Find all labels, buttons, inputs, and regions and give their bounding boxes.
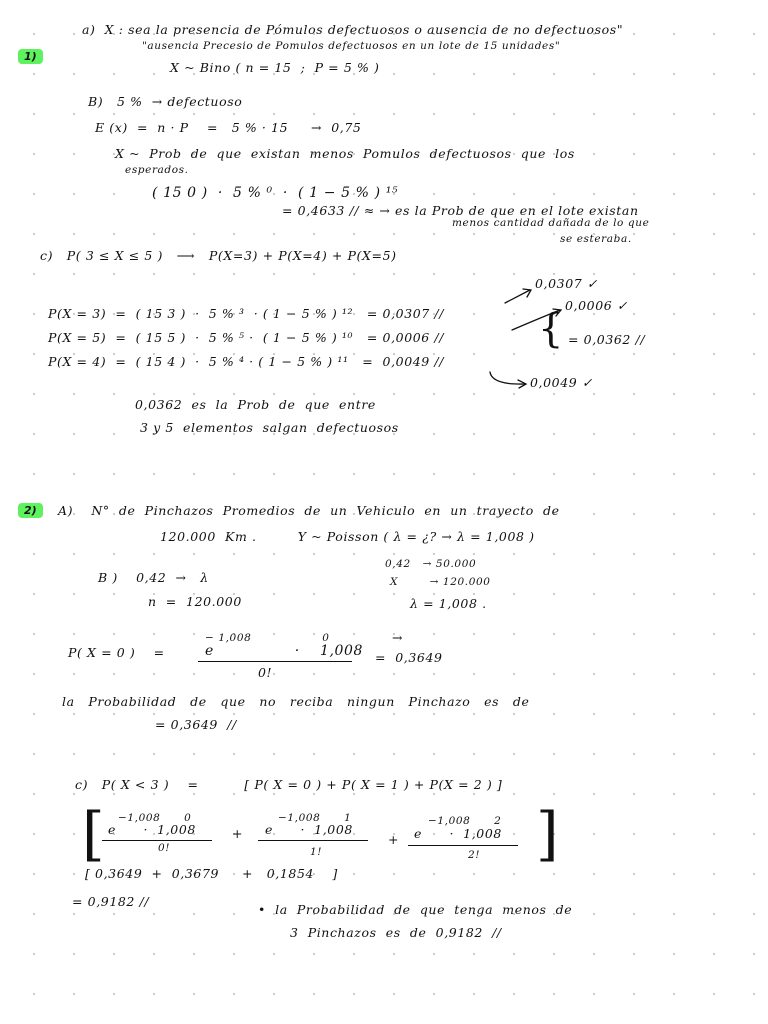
ex2-term1-top: −1,008 0 [118,812,192,824]
ex1-a-line3: X ~ Bino ( n = 15 ; P = 5 % ) [170,60,380,75]
ex2-p0-fraction-bar [198,661,352,662]
ex2-c-line: c) P( X < 3 ) = [ P( X = 0 ) + P( X = 1 ) + P(X = 2 ) ] [75,777,503,792]
ex2-b-line2: n = 120.000 [148,594,242,609]
ex1-b-binomial: ( 15 0 ) · 5 % ⁰ · ( 1 − 5 % ) ¹⁵ [152,185,399,201]
ex2-term3-denominator: 2! [468,849,481,861]
ex2-term2-top: −1,008 1 [278,812,352,824]
ex2-c-right-bracket: ] [536,800,559,868]
ex2-sum-line: [ 0,3649 + 0,3679 + 0,1854 ] [85,866,338,881]
exercise-2-badge: 2) [18,503,43,518]
ex2-p0-result: = 0,3649 [375,650,443,665]
ex2-total: = 0,9182 // [72,894,150,909]
ex2-side1: 0,42 → 50.000 [385,558,477,570]
ex1-a-line1: a) X : sea la presencia de Pómulos defectuosos o ausencia de no defectuosos" [82,22,624,37]
arrow-to-0-0049-icon [490,372,525,384]
ex1-b-line1: B) 5 % → defectuoso [88,94,243,109]
ex2-b-line1: B ) 0,42 → λ [98,570,209,585]
ex2-conclusion2: = 0,3649 // [155,717,237,732]
ex1-b-note2: se esteraba. [560,233,632,245]
ex2-p0-label: P( X = 0 ) = [68,645,165,660]
ex1-b-line3: X ~ Prob de que existan menos Pomulos defectuosos que los [115,146,575,161]
ex2-plus-2: + [388,832,400,847]
ex1-b-line4: esperados. [125,164,189,176]
ex1-c-side1: 0,0307 ✓ [535,276,598,291]
ex1-c-row2: P(X = 5) = ( 15 5 ) · 5 % ⁵ · ( 1 − 5 % ) ¹⁰ = 0,0006 // [48,330,445,345]
ex1-c-row3: P(X = 4) = ( 15 4 ) · 5 % ⁴ · ( 1 − 5 % ) ¹¹ = 0,0049 // [48,354,445,369]
ex2-term3-bar [408,845,518,846]
ex1-b-expectation: E (x) = n · P = 5 % · 15 → 0,75 [95,120,362,135]
ex2-p0-exponent: − 1,008 0 [205,632,330,644]
ex1-c-row1: P(X = 3) = ( 15 3 ) · 5 % ³ · ( 1 − 5 % ) ¹² = 0,0307 // [48,306,445,321]
ex2-p0-arrow: → [392,630,404,645]
ex1-c-conclusion1: 0,0362 es la Prob de que entre [135,397,376,412]
ex2-term1-numerator: e · 1,008 [108,822,196,837]
ex2-term1-bar [102,840,212,841]
ex2-plus-1: + [232,826,244,841]
ex1-c-side3: 0,0049 ✓ [530,375,593,390]
ex1-b-result: = 0,4633 // ≈ → es la Prob de que en el lote existan [282,203,639,218]
ex1-c-conclusion2: 3 y 5 elementos salgan defectuosos [140,420,399,435]
exercise-1-badge: 1) [18,49,43,64]
ex2-a-line1: A) N° de Pinchazos Promedios de un Vehiculo en un trayecto de [58,503,560,518]
ex2-final-line2: 3 Pinchazos es de 0,9182 // [290,925,502,940]
ex1-c-line1: c) P( 3 ≤ X ≤ 5 ) ⟶ P(X=3) + P(X=4) + P(X=5) [40,248,397,263]
ex2-term2-denominator: 1! [310,846,323,858]
ex1-b-note1: menos cantidad dañada de lo que [452,217,650,229]
ex2-side3: λ = 1,008 . [410,596,487,611]
arrow-to-0-0307-icon [505,290,530,303]
ex2-p0-numerator: e · 1,008 [205,643,364,659]
ex2-term3-top: −1,008 2 [428,815,502,827]
ex1-a-line2: "ausencia Precesio de Pomulos defectuosos en un lote de 15 unidades" [142,40,561,52]
ex2-final-line1: • la Probabilidad de que tenga menos de [258,902,573,917]
ex2-term2-bar [258,840,368,841]
ex2-c-left-bracket: [ [82,800,105,868]
ex1-c-sum: = 0,0362 // [568,332,646,347]
ex2-conclusion1: la Probabilidad de que no reciba ningun Pinchazo es de [62,694,530,709]
ex2-term2-numerator: e · 1,008 [265,822,353,837]
ex2-term3-numerator: e · 1,008 [414,826,502,841]
ex1-c-brace: { [538,306,564,352]
ex2-p0-denominator: 0! [258,665,273,680]
ex2-term1-denominator: 0! [158,842,171,854]
ex2-a-line2: 120.000 Km . Y ~ Poisson ( λ = ¿? → λ = 1,008 ) [160,529,535,544]
ex1-c-side2: 0,0006 ✓ [565,298,628,313]
ex2-side2: X → 120.000 [390,576,491,588]
